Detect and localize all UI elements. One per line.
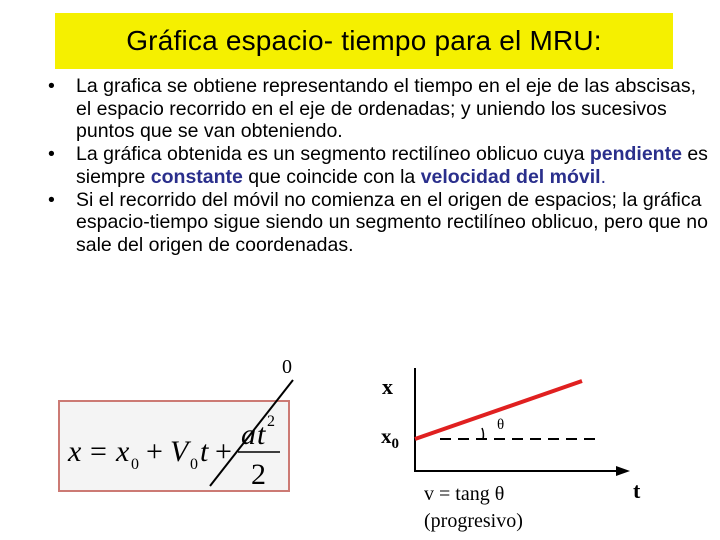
bullet-highlight-text: constante [150, 165, 243, 188]
bullet-dot: • [48, 188, 55, 211]
bullet-text: es siempre [76, 143, 708, 188]
bullet-text: La grafica se obtiene representando el tiempo en el eje de las abscisas, el espacio recorrido en el eje de ordenadas; y uniendo los sucesivos puntos que se van obteniendo. [76, 75, 697, 143]
bullet-highlight-text: pendiente [589, 143, 682, 166]
x0-label-base: x [381, 424, 392, 448]
bullet-text: que coincide con la [242, 165, 421, 188]
formula-x0-base: x [116, 435, 130, 468]
formula-plus-2: + [215, 435, 232, 468]
bullet-dot: • [48, 75, 55, 97]
bullet-text: Si el recorrido del móvil no comienza en el origen de espacios; la gráfica espacio-tiempo sigue siendo un segmento rectilíneo oblicuo, pero que no sale del origen de coordenadas. [76, 188, 708, 256]
formula-denominator: 2 [251, 458, 266, 490]
origin-diagonal-line [210, 380, 293, 486]
y-axis-label: x [382, 374, 393, 399]
theta-arc [482, 428, 483, 439]
bullet-highlight-text: . [600, 165, 606, 188]
formula-t2-base: t [257, 418, 266, 451]
formula-v0-base: V [170, 435, 189, 468]
x0-label-sub: 0 [391, 436, 399, 453]
bullet-highlight-text: velocidad del móvil [420, 165, 601, 188]
slide-title: Gráfica espacio- tiempo para el MRU: [126, 25, 602, 56]
progressive-label: (progresivo) [424, 510, 523, 532]
x-axis-label: t [633, 478, 641, 503]
theta-label: θ [497, 417, 505, 433]
formula-x0-sub: 0 [131, 456, 139, 473]
formula-t2-sup: 2 [267, 413, 275, 430]
x-axis-arrow [616, 466, 630, 476]
formula-t: t [200, 435, 209, 468]
formula-x: x [68, 435, 82, 468]
formula-plus-1: + [146, 435, 163, 468]
bullet-text: La gráfica obtenida es un segmento rectilíneo oblicuo cuya [76, 143, 590, 166]
bullet-dot: • [48, 143, 55, 166]
formula-v0-sub: 0 [190, 456, 198, 473]
velocity-label: v = tang θ [424, 483, 505, 505]
zero-label: 0 [282, 356, 292, 378]
formula-a: a [241, 418, 256, 451]
formula-equals: = [90, 435, 107, 468]
x0-label [381, 424, 399, 453]
